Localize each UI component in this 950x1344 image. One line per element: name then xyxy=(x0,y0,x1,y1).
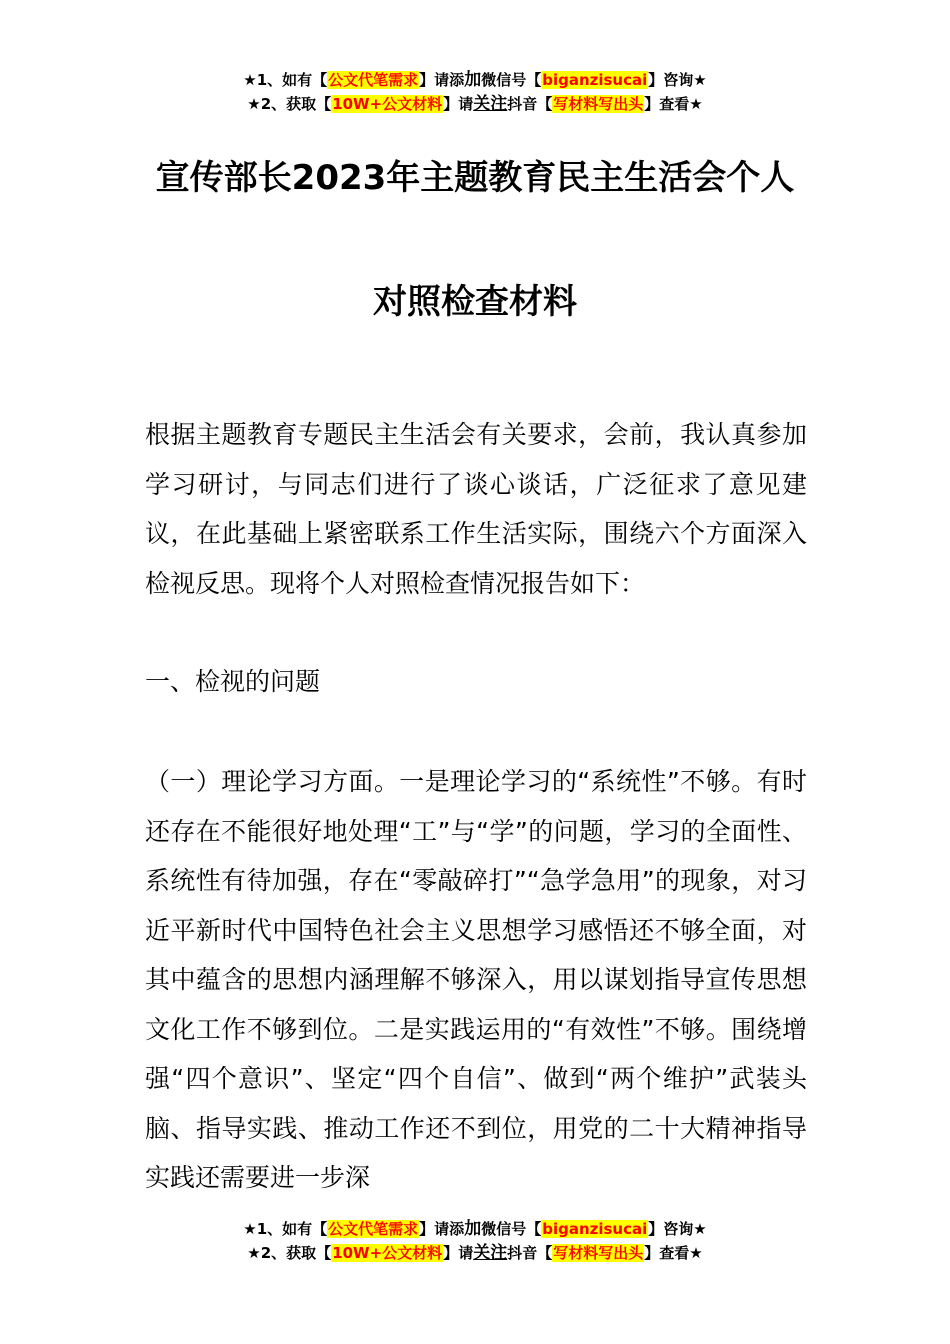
promo-text: 微信号【 xyxy=(481,1220,542,1238)
promo-highlight-materials: 10W+公文材料 xyxy=(332,1244,443,1262)
promo-highlight-douyin: 写材料写出头 xyxy=(553,1244,644,1262)
promo-text: 关注 xyxy=(473,94,508,114)
promo-line-2 xyxy=(0,1241,950,1265)
promo-line-1 xyxy=(0,1217,950,1241)
intro-paragraph: 根据主题教育专题民主生活会有关要求，会前，我认真参加学习研讨，与同志们进行了谈心谈话，广泛征求了意见建议，在此基础上紧密联系工作生活实际，围绕六个方面深入检视反思。现将个人对照检查情况报告如下： xyxy=(145,420,807,598)
promo-highlight-service: 公文代笔需求 xyxy=(328,71,419,89)
promo-text: 关注 xyxy=(473,1243,508,1263)
promo-text: 抖音【 xyxy=(507,95,553,113)
promo-text: 】咨询★ xyxy=(648,1220,707,1238)
promo-highlight-service: 公文代笔需求 xyxy=(328,1220,419,1238)
promo-text: 】请添 xyxy=(419,71,465,89)
promo-text: ★1、如有【 xyxy=(243,1220,328,1238)
promo-text: ★2、获取【 xyxy=(247,1244,332,1262)
section-heading: 一、检视的问题 xyxy=(145,667,321,696)
promo-highlight-douyin: 写材料写出头 xyxy=(553,95,644,113)
promo-text: 微信号【 xyxy=(481,71,542,89)
promo-highlight-wechat-id: biganzisucai xyxy=(542,71,648,89)
promo-text: 】查看★ xyxy=(644,1244,703,1262)
promo-text: 】请 xyxy=(443,95,474,113)
promo-text: 】查看★ xyxy=(644,95,703,113)
promo-text: ★1、如有【 xyxy=(243,71,328,89)
promo-text: 加 xyxy=(464,70,482,90)
promo-text: 】请 xyxy=(443,1244,474,1262)
promo-highlight-wechat-id: biganzisucai xyxy=(542,1220,648,1238)
promo-text: 抖音【 xyxy=(507,1244,553,1262)
promo-line-2 xyxy=(0,92,950,116)
promo-highlight-materials: 10W+公文材料 xyxy=(332,95,443,113)
promo-text: 】请添 xyxy=(419,1220,465,1238)
promo-text: ★2、获取【 xyxy=(247,95,332,113)
footer-promo xyxy=(0,1217,950,1265)
header-promo xyxy=(0,68,950,116)
body-paragraph: （一）理论学习方面。一是理论学习的“系统性”不够。有时还存在不能很好地处理“工”与“学”的问题，学习的全面性、系统性有待加强，存在“零敲碎打”“急学急用”的现象，对习近平新时代中国特色社会主义思想学习感悟还不够全面，对其中蕴含的思想内涵理解不够深入，用以谋划指导宣传思想文化工作不够到位。二是实践运用的“有效性”不够。围绕增强“四个意识”、坚定“四个自信”、做到“两个维护”武装头脑、指导实践、推动工作还不到位，用党的二十大精神指导实践还需要进一步深 xyxy=(145,767,807,1192)
promo-text: 】咨询★ xyxy=(648,71,707,89)
promo-text: 加 xyxy=(464,1219,482,1239)
document-title-line-1: 宣传部长2023年主题教育民主生活会个人 xyxy=(155,158,795,198)
promo-line-1 xyxy=(0,68,950,92)
document-title-line-2: 对照检查材料 xyxy=(373,282,577,322)
